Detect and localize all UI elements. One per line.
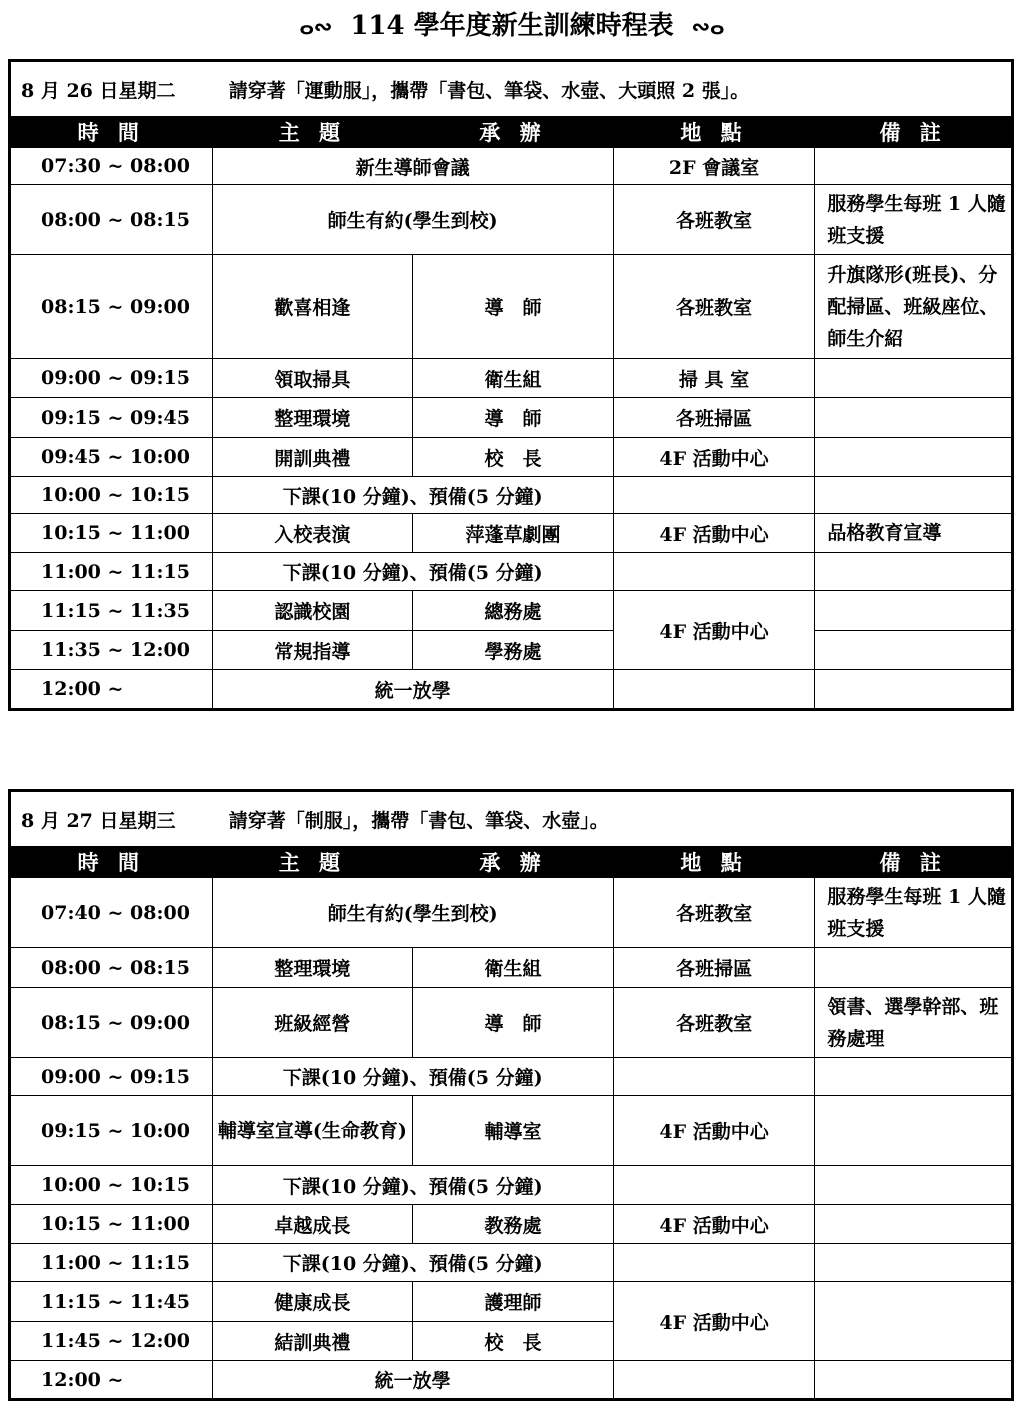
table-row	[10, 1058, 1013, 1096]
time-cell: 09:45 ~ 10:00	[10, 438, 213, 477]
host-cell: 輔導室	[413, 1096, 614, 1166]
place-cell: 各班教室	[613, 255, 815, 359]
topic-cell: 統一放學	[212, 670, 613, 710]
note-cell: 服務學生每班 1 人隨班支援	[815, 878, 1013, 948]
time-cell: 07:40 ~ 08:00	[10, 878, 213, 948]
note-cell	[815, 591, 1013, 631]
schedule-table-day1	[8, 59, 1014, 711]
host-cell: 學務處	[413, 631, 614, 670]
table-row	[10, 670, 1013, 710]
day1-date: 8 月 26 日星期二	[21, 79, 176, 102]
table-row	[10, 948, 1013, 988]
place-cell: 各班掃區	[613, 948, 815, 988]
table-row	[10, 988, 1013, 1058]
note-cell	[815, 1166, 1013, 1205]
time-cell: 08:00 ~ 08:15	[10, 185, 213, 255]
table-row	[10, 1096, 1013, 1166]
time-cell: 10:15 ~ 11:00	[10, 1205, 213, 1244]
table-row	[10, 438, 1013, 477]
header-host: 承 辦	[413, 847, 614, 878]
time-cell: 10:15 ~ 11:00	[10, 514, 213, 553]
host-cell: 衛生組	[413, 948, 614, 988]
day2-date: 8 月 27 日星期三	[21, 809, 176, 832]
header-host: 承 辦	[413, 117, 614, 148]
note-cell	[815, 477, 1013, 514]
place-cell: 各班教室	[613, 878, 815, 948]
note-cell	[815, 948, 1013, 988]
time-cell: 11:15 ~ 11:45	[10, 1282, 213, 1322]
topic-cell: 新生導師會議	[212, 148, 613, 185]
topic-cell: 下課(10 分鐘)、預備(5 分鐘)	[212, 1244, 613, 1282]
topic-cell: 歡喜相逢	[212, 255, 413, 359]
time-cell: 08:00 ~ 08:15	[10, 948, 213, 988]
title-text: 114 學年度新生訓練時程表	[350, 11, 674, 41]
day2-info-row	[10, 791, 1013, 847]
table-row	[10, 185, 1013, 255]
ornament-right-icon: ∾ⴰ	[691, 14, 725, 40]
header-note: 備 註	[815, 117, 1013, 148]
table-row	[10, 148, 1013, 185]
time-cell: 10:00 ~ 10:15	[10, 1166, 213, 1205]
note-cell	[815, 1205, 1013, 1244]
header-place: 地 點	[613, 847, 815, 878]
place-cell: 4F 活動中心	[613, 1282, 815, 1361]
note-cell	[815, 398, 1013, 438]
place-cell	[613, 553, 815, 591]
table-row	[10, 553, 1013, 591]
header-note: 備 註	[815, 847, 1013, 878]
table-row	[10, 1205, 1013, 1244]
note-cell	[815, 438, 1013, 477]
place-cell: 各班教室	[613, 185, 815, 255]
place-cell: 4F 活動中心	[613, 438, 815, 477]
note-cell	[815, 553, 1013, 591]
note-cell	[815, 1058, 1013, 1096]
time-cell: 11:00 ~ 11:15	[10, 1244, 213, 1282]
header-topic: 主 題	[212, 117, 413, 148]
header-place: 地 點	[613, 117, 815, 148]
time-cell: 09:15 ~ 09:45	[10, 398, 213, 438]
topic-cell: 下課(10 分鐘)、預備(5 分鐘)	[212, 1058, 613, 1096]
page-title	[0, 6, 1024, 46]
day1-info-row	[10, 61, 1013, 117]
place-cell	[613, 1166, 815, 1205]
place-cell: 4F 活動中心	[613, 514, 815, 553]
note-cell: 服務學生每班 1 人隨班支援	[815, 185, 1013, 255]
topic-cell: 領取掃具	[212, 359, 413, 398]
host-cell: 導 師	[413, 988, 614, 1058]
note-cell: 領書、選學幹部、班務處理	[815, 988, 1013, 1058]
topic-cell: 整理環境	[212, 398, 413, 438]
topic-cell: 入校表演	[212, 514, 413, 553]
place-cell: 4F 活動中心	[613, 1205, 815, 1244]
place-cell	[613, 477, 815, 514]
place-cell: 各班教室	[613, 988, 815, 1058]
table-row	[10, 591, 1013, 631]
host-cell: 導 師	[413, 255, 614, 359]
time-cell: 08:15 ~ 09:00	[10, 988, 213, 1058]
time-cell: 12:00 ~	[10, 670, 213, 710]
topic-cell: 整理環境	[212, 948, 413, 988]
host-cell: 校 長	[413, 1322, 614, 1361]
topic-cell: 開訓典禮	[212, 438, 413, 477]
topic-cell: 認識校園	[212, 591, 413, 631]
table-row	[10, 477, 1013, 514]
table-row	[10, 878, 1013, 948]
host-cell: 總務處	[413, 591, 614, 631]
schedule-table-day2	[8, 789, 1014, 1401]
host-cell: 校 長	[413, 438, 614, 477]
table-row	[10, 1244, 1013, 1282]
place-cell	[613, 1244, 815, 1282]
place-cell	[613, 670, 815, 710]
table-row	[10, 1361, 1013, 1400]
topic-cell: 常規指導	[212, 631, 413, 670]
place-cell	[613, 1058, 815, 1096]
time-cell: 12:00 ~	[10, 1361, 213, 1400]
topic-cell: 師生有約(學生到校)	[212, 185, 613, 255]
place-cell: 2F 會議室	[613, 148, 815, 185]
day1-info	[10, 61, 1013, 117]
note-cell	[815, 631, 1013, 670]
time-cell: 09:15 ~ 10:00	[10, 1096, 213, 1166]
table-row	[10, 255, 1013, 359]
table-row	[10, 1282, 1013, 1322]
topic-cell: 卓越成長	[212, 1205, 413, 1244]
time-cell: 11:45 ~ 12:00	[10, 1322, 213, 1361]
note-cell: 升旗隊形(班長)、分配掃區、班級座位、師生介紹	[815, 255, 1013, 359]
time-cell: 07:30 ~ 08:00	[10, 148, 213, 185]
host-cell: 護理師	[413, 1282, 614, 1322]
place-cell: 掃 具 室	[613, 359, 815, 398]
place-cell: 各班掃區	[613, 398, 815, 438]
time-cell: 11:15 ~ 11:35	[10, 591, 213, 631]
day2-instruction: 請穿著「制服」，攜帶「書包、筆袋、水壺」。	[228, 809, 609, 832]
table-row	[10, 398, 1013, 438]
note-cell: 品格教育宣導	[815, 514, 1013, 553]
time-cell: 08:15 ~ 09:00	[10, 255, 213, 359]
note-cell	[815, 359, 1013, 398]
host-cell: 衛生組	[413, 359, 614, 398]
time-cell: 09:00 ~ 09:15	[10, 1058, 213, 1096]
host-cell: 教務處	[413, 1205, 614, 1244]
topic-cell: 健康成長	[212, 1282, 413, 1322]
place-cell: 4F 活動中心	[613, 1096, 815, 1166]
topic-cell: 結訓典禮	[212, 1322, 413, 1361]
table-row	[10, 359, 1013, 398]
place-cell: 4F 活動中心	[613, 591, 815, 670]
time-cell: 10:00 ~ 10:15	[10, 477, 213, 514]
place-cell	[613, 1361, 815, 1400]
header-time: 時 間	[10, 847, 213, 878]
topic-cell: 下課(10 分鐘)、預備(5 分鐘)	[212, 477, 613, 514]
note-cell	[815, 1244, 1013, 1282]
day2-header-row	[10, 847, 1013, 878]
topic-cell: 師生有約(學生到校)	[212, 878, 613, 948]
time-cell: 09:00 ~ 09:15	[10, 359, 213, 398]
day1-instruction: 請穿著「運動服」，攜帶「書包、筆袋、水壺、大頭照 2 張」。	[228, 79, 750, 102]
table-row	[10, 1166, 1013, 1205]
note-cell	[815, 1282, 1013, 1361]
header-topic: 主 題	[212, 847, 413, 878]
time-cell: 11:00 ~ 11:15	[10, 553, 213, 591]
note-cell	[815, 148, 1013, 185]
day1-header-row	[10, 117, 1013, 148]
topic-cell: 統一放學	[212, 1361, 613, 1400]
header-time: 時 間	[10, 117, 213, 148]
topic-cell: 班級經營	[212, 988, 413, 1058]
note-cell	[815, 1361, 1013, 1400]
time-cell: 11:35 ~ 12:00	[10, 631, 213, 670]
note-cell	[815, 1096, 1013, 1166]
note-cell	[815, 670, 1013, 710]
table-row	[10, 631, 1013, 670]
host-cell: 萍蓬草劇團	[413, 514, 614, 553]
table-row	[10, 514, 1013, 553]
topic-cell: 下課(10 分鐘)、預備(5 分鐘)	[212, 553, 613, 591]
topic-cell: 輔導室宣導(生命教育)	[212, 1096, 413, 1166]
topic-cell: 下課(10 分鐘)、預備(5 分鐘)	[212, 1166, 613, 1205]
ornament-left-icon: ⴰ∾	[299, 14, 333, 40]
host-cell: 導 師	[413, 398, 614, 438]
day2-info	[10, 791, 1013, 847]
